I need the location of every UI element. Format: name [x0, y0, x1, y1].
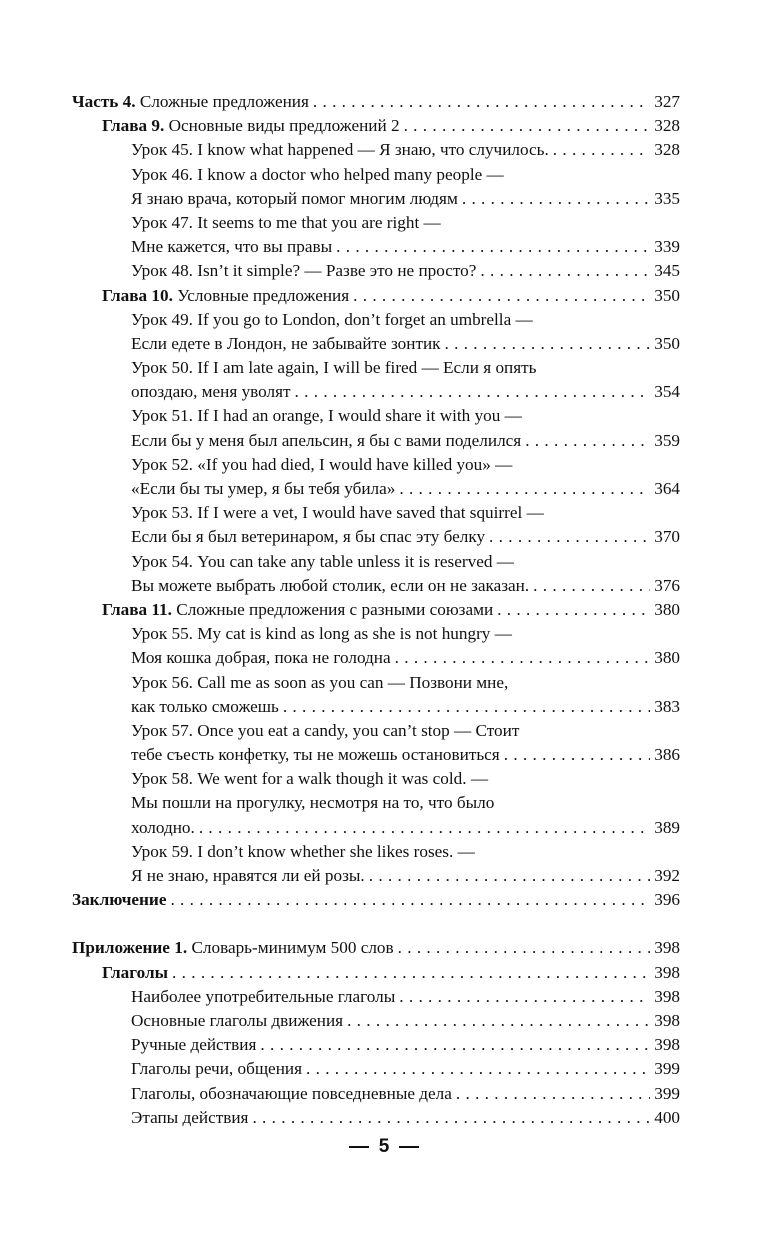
toc-entry-title: Мне кажется, что вы правы — [131, 237, 333, 257]
toc-entry[interactable] — [72, 429, 680, 453]
toc-leader-dots — [172, 961, 650, 985]
toc-entry[interactable] — [72, 259, 680, 283]
toc-page-number: 400 — [654, 1107, 680, 1127]
toc-entry-text — [131, 646, 391, 670]
toc-entry-label: Часть 4. — [72, 92, 136, 111]
toc-leader-dots — [462, 187, 650, 211]
toc-leader-dots — [553, 138, 650, 162]
footer-dash-left — [349, 1146, 369, 1148]
toc-entry[interactable] — [72, 646, 680, 670]
toc-entry-text — [131, 1009, 343, 1033]
toc-entry-text — [131, 985, 395, 1009]
toc-leader-dots — [398, 936, 651, 960]
toc-entry-text — [131, 380, 291, 404]
toc-entry-title: как только сможешь — [131, 696, 279, 716]
toc-page-number: 350 — [654, 285, 680, 305]
toc-entry-title: Урок 50. If I am late again, I will be fired — Если я опять — [131, 358, 537, 378]
toc-entry[interactable] — [72, 743, 680, 767]
toc-page-number: 354 — [654, 382, 680, 402]
toc-leader-dots — [336, 235, 650, 259]
toc-entry-text — [131, 332, 441, 356]
toc-entry-label: Глава 10. — [102, 285, 173, 305]
toc-page-number: 370 — [654, 527, 680, 547]
toc-entry-label: Глава 9. — [102, 116, 165, 136]
toc-leader-dots — [283, 695, 650, 719]
toc-entry-text — [131, 671, 508, 695]
toc-entry-title: Основные виды предложений 2 — [164, 116, 400, 136]
toc-entry-title: Я не знаю, нравятся ли ей розы. — [131, 866, 365, 885]
toc-entry-text — [131, 477, 395, 501]
toc-entry[interactable] — [72, 404, 680, 428]
toc-entry-label: Глаголы — [102, 962, 169, 982]
toc-entry-text — [131, 695, 279, 719]
toc-entry[interactable] — [72, 695, 680, 719]
toc-leader-dots — [504, 743, 651, 767]
toc-page-number: 364 — [654, 479, 680, 498]
toc-page-number: 339 — [654, 237, 680, 257]
toc-entry-text — [131, 525, 485, 549]
toc-entry[interactable] — [72, 985, 680, 1009]
toc-page-number: 350 — [654, 333, 680, 353]
toc-leader-dots — [445, 332, 651, 356]
toc-entry[interactable] — [72, 1009, 680, 1033]
toc-leader-dots — [199, 816, 650, 840]
toc-entry-text — [72, 936, 394, 960]
toc-page-number: 380 — [654, 599, 680, 619]
toc-entry-text — [72, 888, 166, 912]
toc-leader-dots — [399, 985, 650, 1009]
toc-entry[interactable] — [72, 1082, 680, 1106]
toc-page-number: 380 — [654, 648, 680, 668]
toc-page-number: 359 — [654, 430, 680, 450]
toc-entry-text — [102, 114, 400, 138]
toc-leader-dots — [480, 259, 650, 283]
toc-entry-title: Если бы я был ветеринаром, я бы спас эту белку — [131, 527, 486, 547]
page-footer — [0, 1136, 768, 1158]
toc-entry-title: Глаголы речи, общения — [131, 1059, 302, 1079]
toc-leader-dots — [395, 646, 651, 670]
toc-entry[interactable] — [72, 936, 680, 960]
toc-entry[interactable] — [72, 864, 680, 888]
toc-entry[interactable] — [72, 791, 680, 815]
toc-entry-text — [131, 404, 522, 428]
toc-entry-text — [131, 791, 494, 815]
toc-entry-title: Урок 54. You can take any table unless it is reserved — — [131, 551, 514, 571]
toc-entry[interactable] — [72, 114, 680, 138]
toc-entry-title: Моя кошка добрая, пока не голодна — [131, 648, 391, 668]
toc-entry[interactable] — [72, 550, 680, 574]
toc-entry[interactable] — [72, 671, 680, 695]
toc-entry[interactable] — [72, 719, 680, 743]
toc-entry-title: тебе съесть конфетку, ты не можешь остановиться — [131, 745, 500, 765]
toc-entry[interactable] — [72, 332, 680, 356]
toc-entry[interactable] — [72, 187, 680, 211]
toc-page-number: 386 — [654, 745, 680, 765]
toc-entry-title: Мы пошли на прогулку, несмотря на то, что было — [131, 793, 495, 813]
toc-entry-text — [131, 453, 512, 477]
toc-leader-dots — [295, 380, 651, 404]
toc-leader-dots — [252, 1106, 650, 1130]
toc-leader-dots — [404, 114, 651, 138]
toc-entry[interactable] — [72, 211, 680, 235]
toc-leader-dots — [525, 429, 650, 453]
toc-entry-text — [131, 550, 514, 574]
toc-entry[interactable] — [72, 888, 680, 912]
toc-page-number: 327 — [654, 92, 680, 111]
toc-entry[interactable] — [72, 840, 680, 864]
toc-entry-text — [131, 574, 529, 598]
toc-entry[interactable] — [72, 138, 680, 162]
toc-gap — [72, 912, 680, 936]
toc-leader-dots — [260, 1033, 650, 1057]
toc-entry[interactable] — [72, 235, 680, 259]
toc-entry-title: Урок 52. «If you had died, I would have killed you» — — [131, 454, 513, 474]
toc-entry-title: опоздаю, меня уволят — [131, 382, 291, 402]
toc-entry-text — [131, 211, 441, 235]
toc-entry[interactable] — [72, 284, 680, 308]
toc-entry-text — [131, 163, 504, 187]
toc-leader-dots — [456, 1082, 650, 1106]
toc-entry-text — [131, 308, 533, 332]
toc-page-number: 399 — [654, 1083, 680, 1103]
toc-entry-title: «Если бы ты умер, я бы тебя убила» — [131, 479, 396, 498]
toc-entry-text — [131, 1033, 256, 1057]
toc-entry[interactable] — [72, 1057, 680, 1081]
toc-entry-title: Урок 56. Call me as soon as you can — Позвони мне, — [131, 672, 509, 692]
toc-entry[interactable] — [72, 816, 680, 840]
toc-entry-title: Урок 55. My cat is kind as long as she is not hungry — — [131, 624, 512, 644]
toc-page-number: 392 — [654, 866, 680, 885]
toc-entry-text — [102, 598, 493, 622]
toc-entry-title: Если едете в Лондон, не забывайте зонтик — [131, 333, 441, 353]
toc-entry-title: Урок 51. If I had an orange, I would share it with you — — [131, 406, 522, 426]
toc-page-number: 335 — [654, 188, 680, 208]
toc-page-number: 345 — [654, 261, 680, 281]
toc-page-number: 328 — [654, 116, 680, 136]
toc-entry-title: Урок 53. If I were a vet, I would have saved that squirrel — — [131, 503, 544, 523]
toc-page-number: 398 — [654, 986, 680, 1006]
toc-entry-text — [131, 1057, 302, 1081]
toc-entry-title: Ручные действия — [131, 1035, 257, 1055]
toc-entry-text — [131, 864, 365, 888]
toc-entry[interactable] — [72, 622, 680, 646]
toc-page-number: 399 — [654, 1059, 680, 1079]
toc-entry[interactable] — [72, 477, 680, 501]
toc-entry[interactable] — [72, 356, 680, 380]
toc-entry-text — [102, 961, 168, 985]
toc-entry-text — [131, 767, 488, 791]
toc-page-number: 383 — [654, 696, 680, 716]
toc-entry[interactable] — [72, 90, 680, 114]
toc-entry[interactable] — [72, 767, 680, 791]
toc-entry[interactable] — [72, 598, 680, 622]
toc-page-number: 398 — [654, 938, 680, 958]
toc-leader-dots — [347, 1009, 650, 1033]
toc-entry-text — [72, 90, 309, 114]
toc-entry[interactable] — [72, 163, 680, 187]
toc-page-number: 398 — [654, 1010, 680, 1030]
toc-entry-title: Урок 59. I don’t know whether she likes roses. — — [131, 841, 475, 861]
toc-entry[interactable] — [72, 380, 680, 404]
toc-entry[interactable] — [72, 453, 680, 477]
toc-page-number: 398 — [654, 1035, 680, 1055]
toc-entry-title: Глаголы, обозначающие повседневные дела — [131, 1083, 452, 1103]
toc-entry-label: Глава 11. — [102, 599, 172, 619]
toc-entry-title: Основные глаголы движения — [131, 1010, 344, 1030]
footer-dash-right — [399, 1146, 419, 1148]
toc-leader-dots — [353, 284, 650, 308]
toc-page-number: 376 — [654, 575, 680, 595]
toc-entry-text — [131, 235, 332, 259]
toc-entry-title: Вы можете выбрать любой столик, если он не заказан. — [131, 575, 530, 595]
toc-entry-text — [131, 187, 458, 211]
toc-entry-label: Приложение 1. — [72, 938, 188, 958]
toc-entry-text — [131, 429, 521, 453]
toc-leader-dots — [533, 574, 650, 598]
toc-page-number: 389 — [654, 817, 680, 837]
toc-entry[interactable] — [72, 1033, 680, 1057]
toc-entry-text — [131, 622, 512, 646]
toc-entry-title: Словарь-минимум 500 слов — [187, 938, 394, 958]
toc-entry[interactable] — [72, 1106, 680, 1130]
toc-entry-title: Сложные предложения — [135, 92, 309, 111]
toc-entry-title: Урок 57. Once you eat a candy, you can’t stop — Стоит — [131, 720, 520, 740]
toc-entry-title: Урок 48. Isn’t it simple? — Разве это не просто? — [131, 261, 477, 281]
toc-entry-text — [131, 816, 195, 840]
toc-entry-title: холодно. — [131, 817, 195, 837]
toc-leader-dots — [313, 90, 650, 114]
toc-leader-dots — [399, 477, 650, 501]
toc-page-number: 328 — [654, 140, 680, 160]
toc-entry-title: Этапы действия — [131, 1107, 249, 1127]
toc-page-number: 396 — [654, 890, 680, 910]
toc-leader-dots — [369, 864, 651, 888]
toc-entry-title: Наиболее употребительные глаголы — [131, 986, 396, 1006]
toc-entry[interactable] — [72, 961, 680, 985]
toc-entry-title: Урок 46. I know a doctor who helped many people — — [131, 164, 504, 184]
toc-entry-text — [131, 356, 537, 380]
toc-entry-title: Урок 45. I know what happened — Я знаю, что случилось. — [131, 140, 549, 160]
toc-entry-text — [131, 840, 475, 864]
toc-leader-dots — [306, 1057, 650, 1081]
toc-entry-title: Урок 47. It seems to me that you are right — — [131, 212, 441, 232]
toc-entry-text — [131, 743, 500, 767]
toc-entry[interactable] — [72, 574, 680, 598]
toc-entry-text — [131, 259, 476, 283]
toc-entry-text — [131, 501, 544, 525]
toc-leader-dots — [170, 888, 650, 912]
toc-entry-title: Урок 58. We went for a walk though it was cold. — — [131, 769, 489, 789]
toc-entry-title: Условные предложения — [172, 285, 350, 305]
toc-entry[interactable] — [72, 501, 680, 525]
toc-entry-title: Урок 49. If you go to London, don’t forget an umbrella — — [131, 309, 533, 329]
toc-entry-text — [131, 1082, 452, 1106]
toc-entry-text — [131, 138, 549, 162]
toc-leader-dots — [497, 598, 650, 622]
toc-entry[interactable] — [72, 525, 680, 549]
toc-entry[interactable] — [72, 308, 680, 332]
toc-entry-title: Если бы у меня был апельсин, я бы с вами поделился — [131, 430, 522, 450]
page-number: 5 — [378, 1136, 390, 1157]
toc-entry-title: Сложные предложения с разными союзами — [171, 599, 494, 619]
toc-entry-title: Я знаю врача, который помог многим людям — [131, 188, 458, 208]
toc-page-number: 398 — [654, 962, 680, 982]
toc-entry-label: Заключение — [72, 890, 167, 910]
toc-leader-dots — [489, 525, 650, 549]
toc-entry-text — [102, 284, 349, 308]
toc-entry-text — [131, 719, 519, 743]
toc-entry-text — [131, 1106, 248, 1130]
table-of-contents — [72, 90, 680, 1130]
